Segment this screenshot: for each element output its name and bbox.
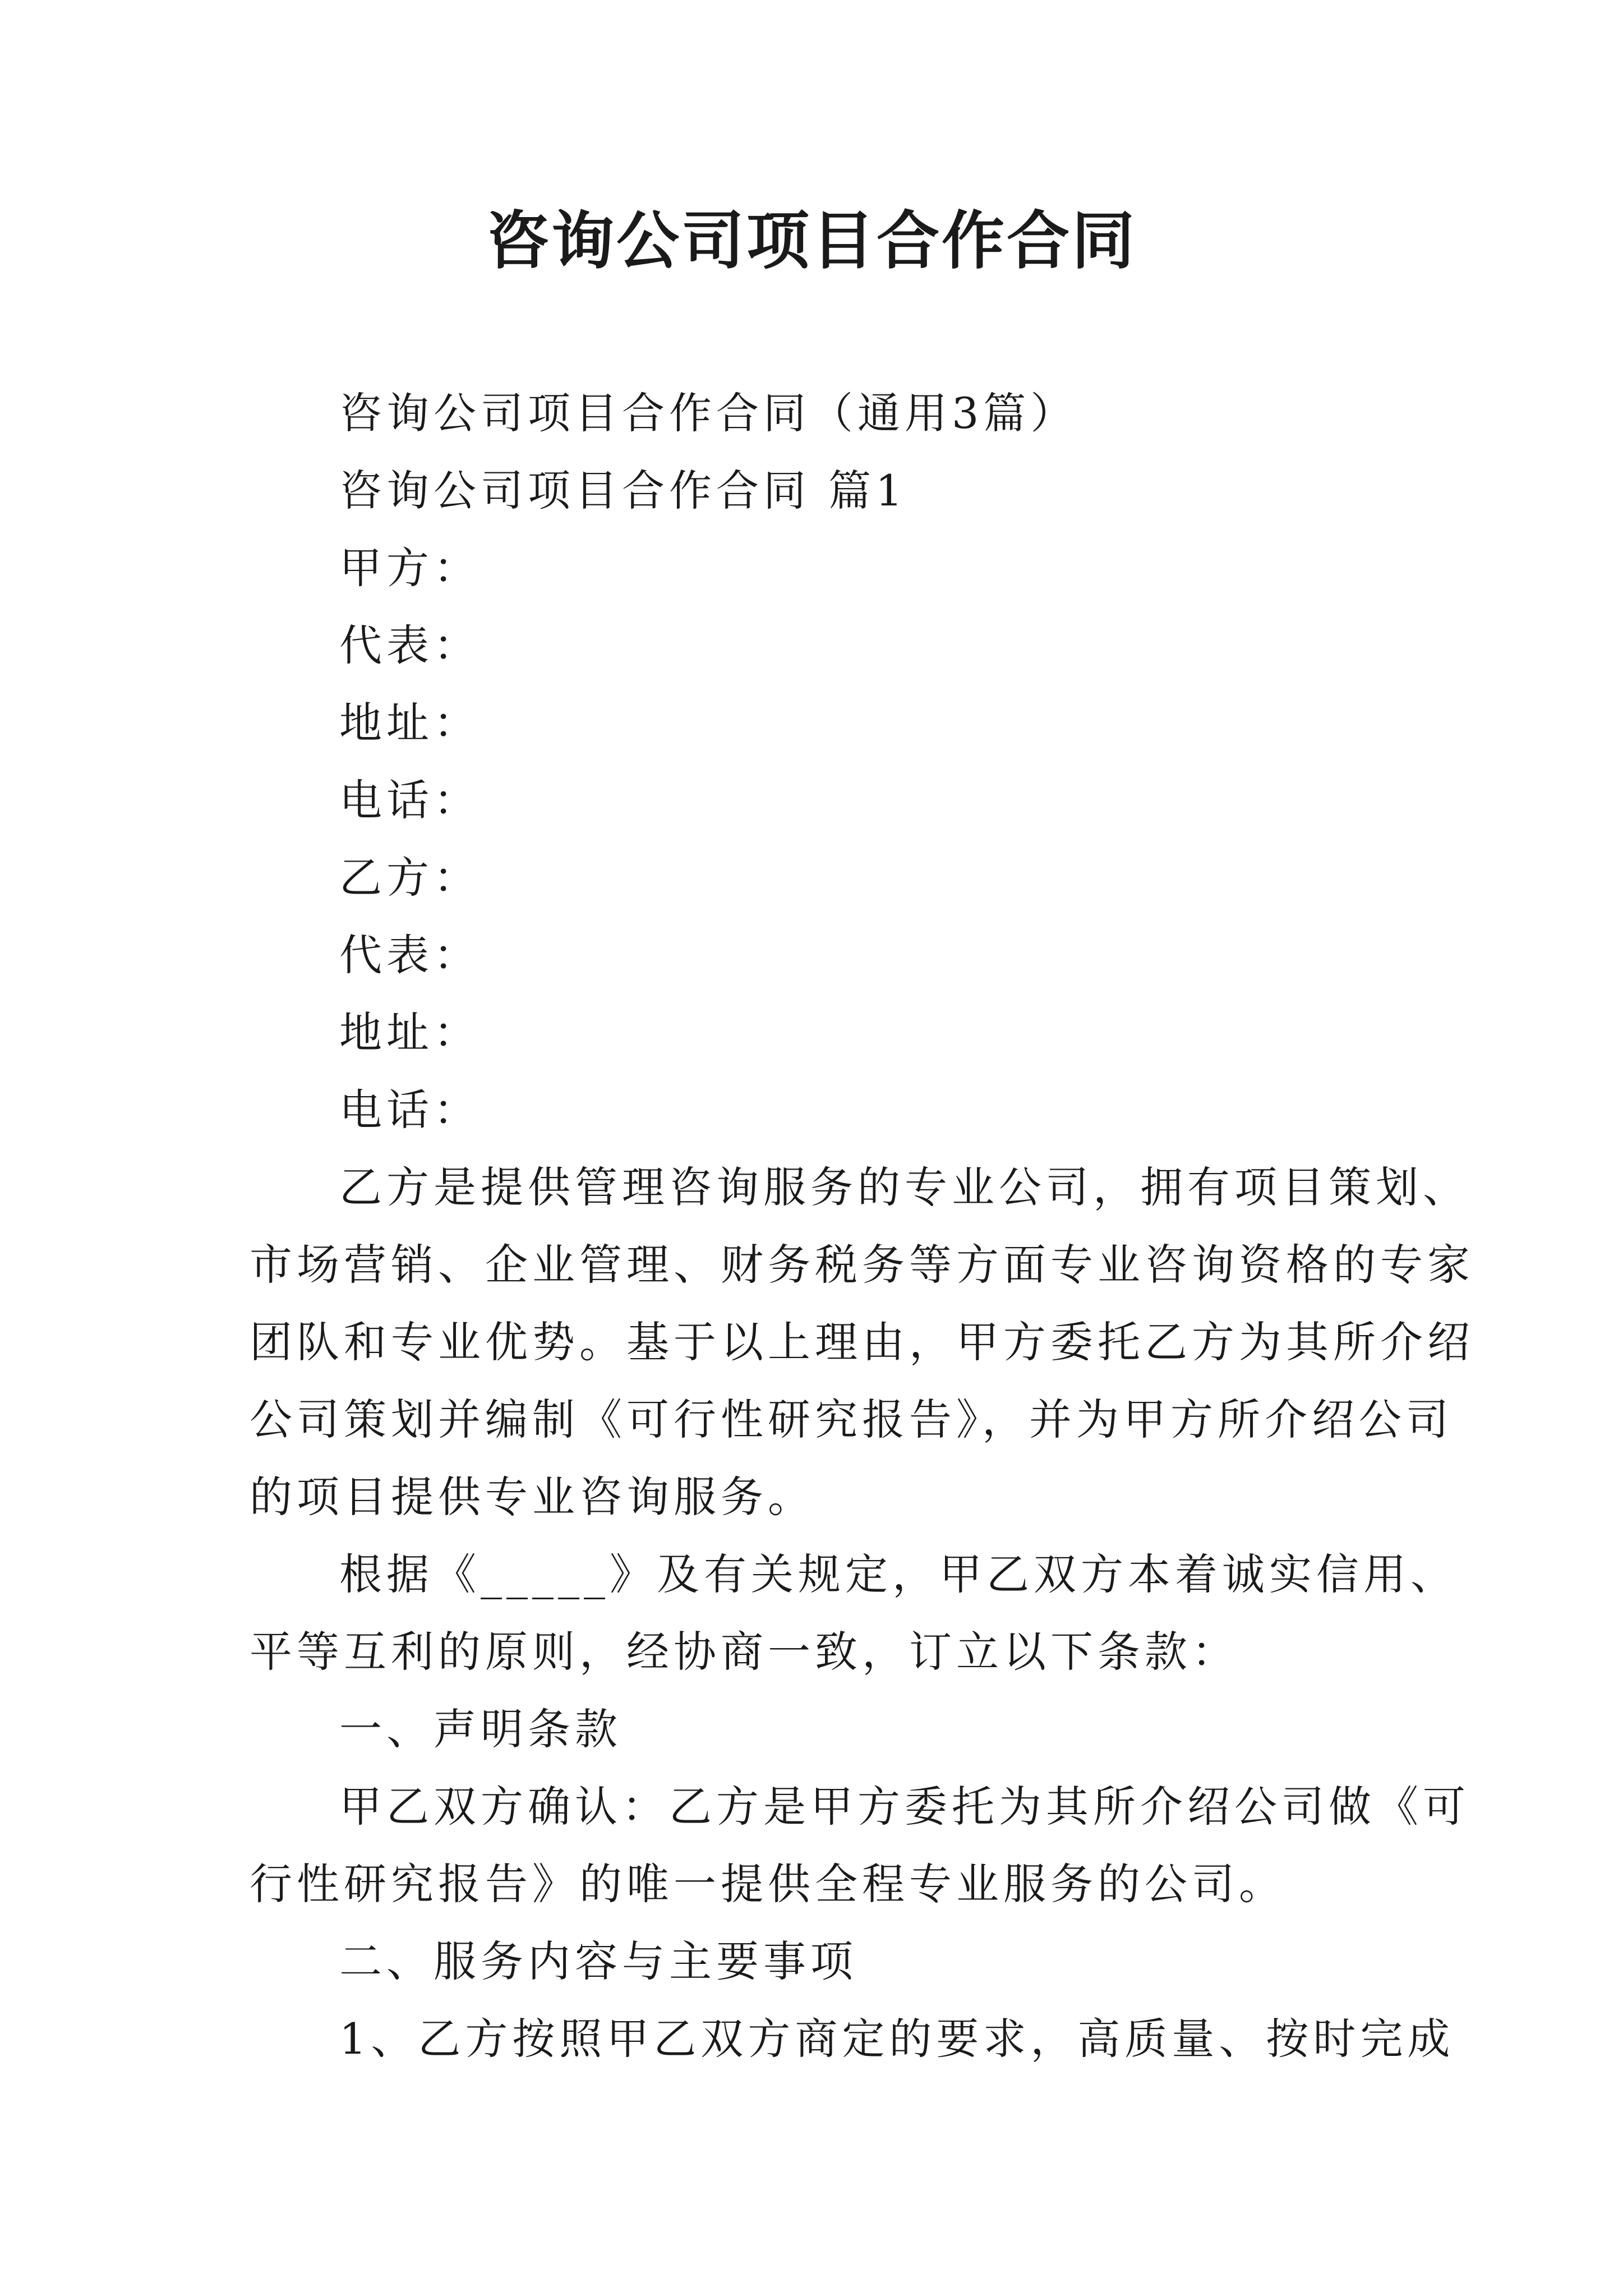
paragraph-line: 的项目提供专业咨询服务。	[250, 1472, 815, 1522]
party-b-label: 乙方：	[339, 853, 481, 903]
paragraph-line: 市场营销、企业管理、财务税务等方面专业咨询资格的专家	[250, 1240, 1474, 1290]
clause-heading: 二、服务内容与主要事项	[339, 1936, 857, 1986]
clause-heading: 一、声明条款	[339, 1704, 622, 1754]
paragraph-line: 乙方是提供管理咨询服务的专业公司，拥有项目策划、	[339, 1162, 1470, 1212]
section-heading-line: 咨询公司项目合作合同 篇1	[339, 466, 907, 516]
party-a-address-label: 地址：	[339, 698, 481, 748]
party-a-phone-label: 电话：	[339, 775, 481, 825]
subtitle-line: 咨询公司项目合作合同（通用3篇）	[339, 388, 1078, 438]
paragraph-line: 团队和专业优势。基于以上理由，甲方委托乙方为其所介绍	[250, 1317, 1474, 1367]
paragraph-line: 根据《_____》及有关规定，甲乙双方本着诚实信用、	[339, 1549, 1458, 1599]
party-b-representative-label: 代表：	[339, 930, 481, 980]
paragraph-line: 公司策划并编制《可行性研究报告》，并为甲方所介绍公司	[250, 1395, 1453, 1444]
party-a-label: 甲方：	[339, 543, 481, 593]
paragraph-line: 甲乙双方确认：乙方是甲方委托为其所介绍公司做《可	[339, 1782, 1470, 1832]
document-title: 咨询公司项目合作合同	[486, 204, 1137, 278]
party-b-address-label: 地址：	[339, 1007, 481, 1057]
party-b-phone-label: 电话：	[339, 1085, 481, 1135]
party-a-representative-label: 代表：	[339, 620, 481, 670]
document-body	[250, 375, 1474, 2078]
paragraph-line: 行性研究报告》的唯一提供全程专业服务的公司。	[250, 1859, 1286, 1909]
paragraph-line: 1、乙方按照甲乙双方商定的要求，高质量、按时完成	[339, 2014, 1455, 2064]
paragraph-line: 平等互利的原则，经协商一致，订立以下条款：	[250, 1627, 1239, 1677]
